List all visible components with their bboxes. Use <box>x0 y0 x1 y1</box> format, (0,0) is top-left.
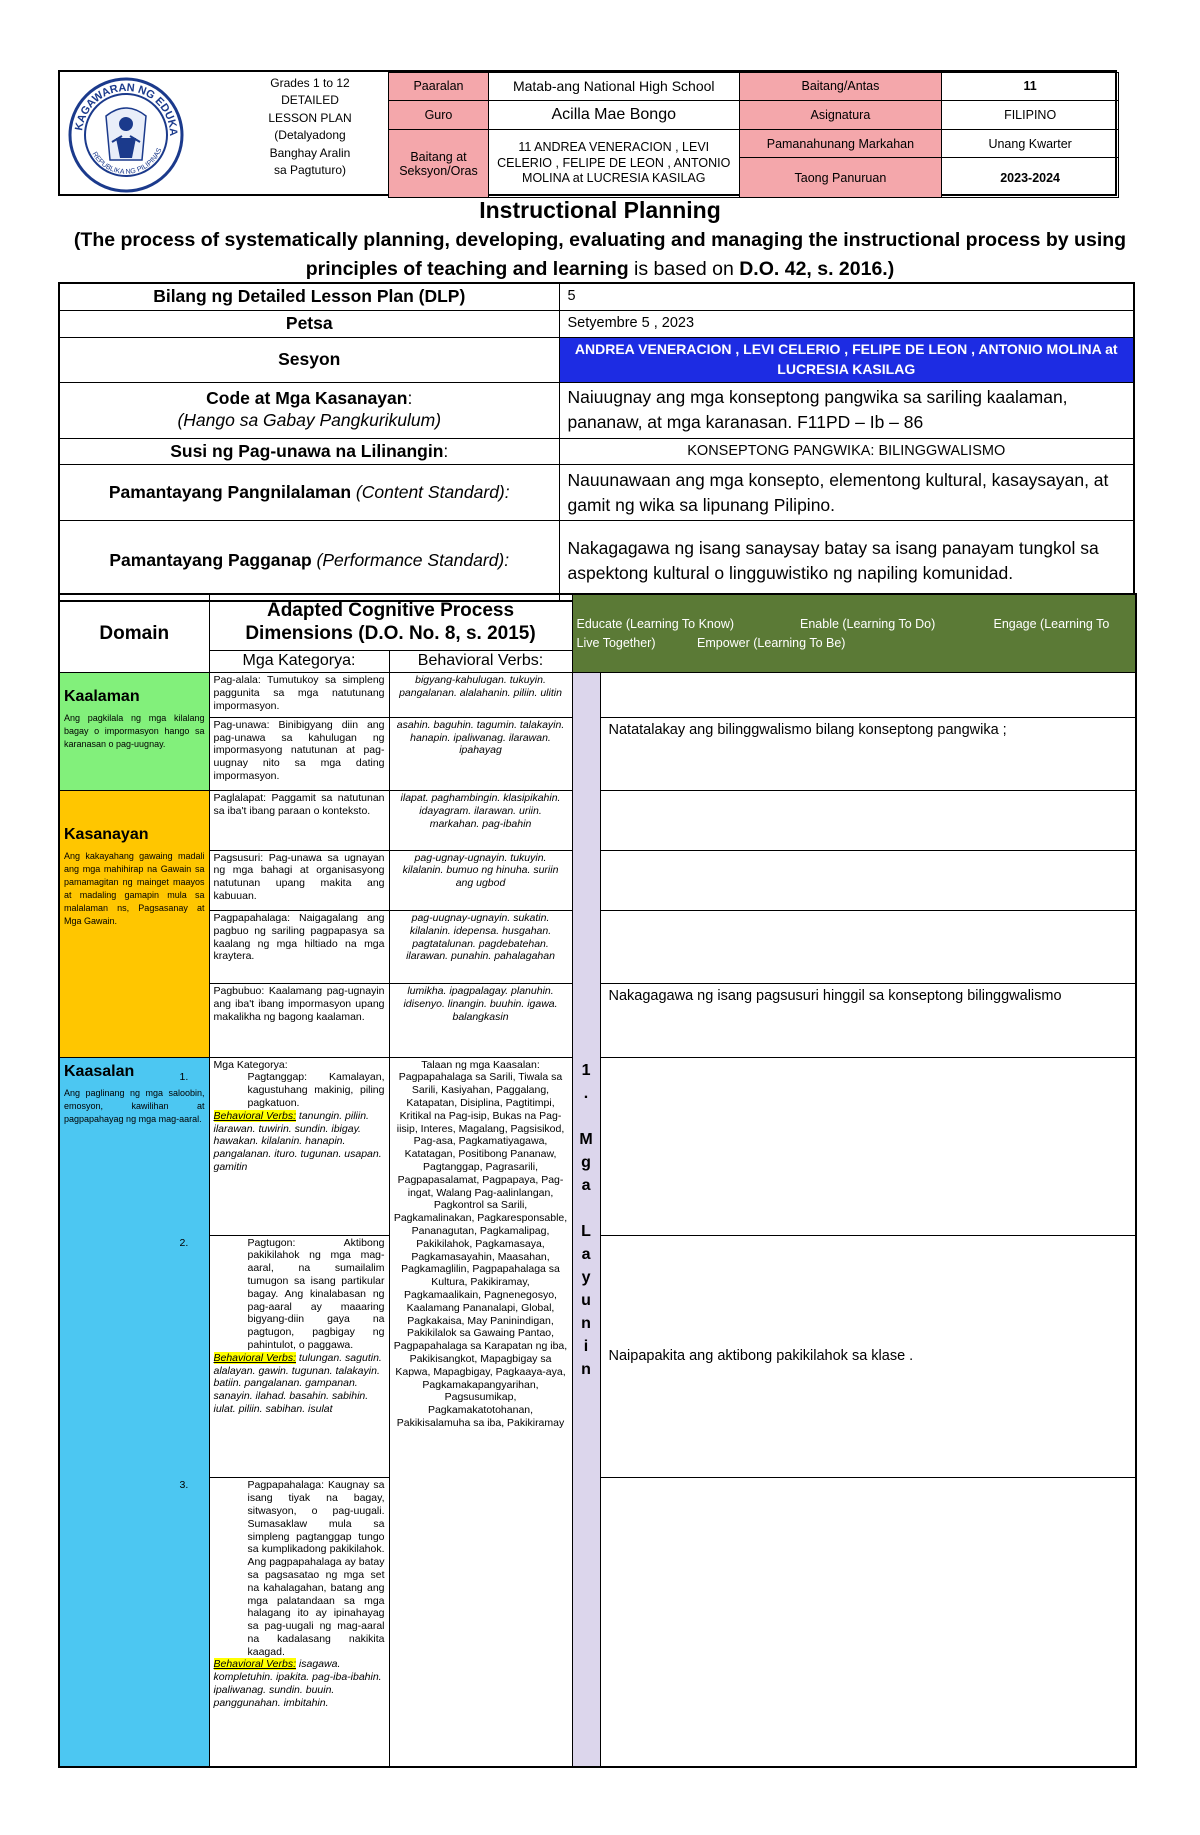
susi-label-cell <box>59 438 559 465</box>
header-grid <box>388 72 1119 198</box>
aff-item-1 <box>179 1071 385 1110</box>
layunin-char: i <box>583 1338 589 1356</box>
goal-kaasalan-1 <box>600 1057 1136 1235</box>
svg-text:REPUBLIKA NG PILIPINAS: REPUBLIKA NG PILIPINAS <box>90 147 164 176</box>
aff-intro: Mga Kategorya: <box>213 1058 288 1071</box>
aff-verbs: tanungin. piliin. ilarawan. tuwirin. sundin. ibigay. hawakan. kilalanin. hanapin. pangalanan. ituro. tugunan. usapan. gamitin <box>213 1109 382 1174</box>
aff-item-2 <box>179 1236 385 1352</box>
verbs-paglalapat: ilapat. paghambingin. klasipikahin. idayagram. ilarawan. uriin. markahan. pag-ibahin <box>389 791 572 850</box>
baitang-seksyon-label: Baitang at Seksyon/Oras <box>389 130 489 198</box>
mga-layunin-label <box>572 673 600 1767</box>
engage-label: Engage (Learning To Live Together) <box>576 616 1110 650</box>
empower-label: Empower (Learning To Be) <box>697 635 846 650</box>
category-pag-alala: Pag-alala: Tumutukoy sa simpleng paggunita sa mga natutunang impormasyon. <box>209 673 389 718</box>
aff-verbs: tulungan. sagutin. alalayan. gawin. tugunan. talakayin. batiin. pangalanan. gampanan. sanayin. ilahad. basahin. sabihin. iulat. piliin. sabihan. isulat <box>213 1351 382 1415</box>
page-title: Instructional Planning <box>479 197 721 223</box>
verbs-pagsusuri: pag-ugnay-ugnayin. tukuyin. kilalanin. bumuo ng hinuha. suriin ang ugbod <box>389 850 572 910</box>
subtitle-line: Banghay Aralin <box>269 145 351 160</box>
aff-text: Pagtugon: Aktibong pakikilahok ng mga mag-aaral, na sumailalim tumugon sa isang partikular bagay. Ang kinalabasan ng pag-aaral ay maaaring bigyang-diin gaya na pagtugon, pagbigay ng pahintulot, o paggawa. <box>247 1236 385 1351</box>
layunin-char: M <box>579 1131 593 1149</box>
code-colon: : <box>407 388 413 409</box>
subtitle-line: DETAILED <box>281 93 339 108</box>
perf-label: Pamantayang Pagganap <box>109 549 312 570</box>
sesyon-value: ANDREA VENERACION , LEVI CELERIO , FELIPE DE LEON , ANTONIO MOLINA at LUCRESIA KASILAG <box>559 337 1134 382</box>
kategorya-header: Mga Kategorya: <box>209 650 389 673</box>
kaalaman-name: Kaalaman <box>64 688 140 706</box>
domain-table <box>58 593 1137 1768</box>
kasanayan-domain <box>59 791 209 1057</box>
kaasalan-name: Kaasalan <box>64 1062 135 1080</box>
guro-value: Acilla Mae Bongo <box>488 100 739 130</box>
acp-header: Adapted Cognitive Process Dimensions (D.O. No. 8, s. 2015) <box>209 594 572 650</box>
subtitle-line: sa Pagtuturo) <box>273 162 347 177</box>
subtitle-bold: (The process of systematically planning, developing, evaluating and managing the instructional process by using principles of teaching and learning <box>73 229 1127 280</box>
asignatura-value: FILIPINO <box>942 100 1119 130</box>
educate-label: Educate (Learning To Know) <box>576 616 735 631</box>
code-label: Code at Mga Kasanayan <box>206 388 408 409</box>
markahan-value: Unang Kwarter <box>942 130 1119 158</box>
baitang-antas-value: 11 <box>942 73 1119 101</box>
goal-kaalaman-2: Natatalakay ang bilinggwalismo bilang konseptong pangwika ; <box>600 717 1136 790</box>
layunin-char: n <box>581 1315 591 1333</box>
values-list: Talaan ng mga Kaasalan: Pagpapahalaga sa Sarili, Tiwala sa Sarili, Kasiyahan, Paggalang, Katapatan, Disiplina, Pagtitimpi, Kritikal na Pag-isip, Bukas na Pag-iisip, Interes, Magalang, Pagsisikod, Pag-asa, Pagkamatiyagawa, Katatagan, Positibong Pananaw, Pagtanggap, Pagrasarili, Pagpapasalamat, Pagpapaya, Pag-ingat, Walang Pag-aalinlangan, Pagkontrol sa Sarili, Pagkamalinakan, Pagkaresponsable, Pananagutan, Pagkamalipag, Pakikilahok, Pagkamasaya, Pagkamasayahin, Maasahan, Pagkamaglilin, Pagpapahalaga sa Kultura, Pakikiramay, Pagkamaalikain, Pagnenegosyo, Kaalamang Pananalapi, Global, Pagkakaisa, May Paninindigan, Pakikilalok sa Gawaing Pantao, Pagpapahalaga sa Karapatan ng iba, Pakikisangkot, Mapagbigay sa Kapwa, Mapagbigay, Pagkaaya-aya, Pagkamakapangyarihan, Pagsusumikap, Pagkamakatotohanan, Pakikisalamuha sa iba, Pakikiramay <box>389 1057 572 1767</box>
kaalaman-desc: Ang pagkilala ng mga kilalang bagay o impormasyon hango sa karanasan o pag-uugnay. <box>64 713 205 750</box>
svg-text:KAGAWARAN NG EDUKASYON: KAGAWARAN NG EDUKA <box>73 81 180 137</box>
taong-panuruan-value: 2023-2024 <box>942 158 1119 198</box>
layunin-char: . <box>583 1085 589 1103</box>
layunin-char: L <box>581 1223 591 1241</box>
baitang-seksyon-value: 11 ANDREA VENERACION , LEVI CELERIO , FELIPE DE LEON , ANTONIO MOLINA at LUCRESIA KASILAG <box>488 130 739 198</box>
goal-kasanayan-1 <box>600 791 1136 850</box>
affective-category-1 <box>179 1057 389 1235</box>
kaasalan-domain <box>59 1057 209 1767</box>
behavioral-verbs-label: Behavioral Verbs: <box>213 1109 296 1122</box>
guro-label: Guro <box>389 100 489 130</box>
kasanayan-name: Kasanayan <box>64 826 149 844</box>
aff-text: Pagpapahalaga: Kaugnay sa isang tiyak na bagay, sitwasyon, o pag-uugali. Sumasaklaw mula sa simpleng pagtanggap tungo sa kumplikadong pakikilahok. Ang pagpapahalaga ay batay sa pagsasatao ng mga set na kahalagahan, batang ang mga palatandaan sa mga halagang ito ay ipinahayag sa pag-uugali ng mag-aaral na kadalasang nakikita kaagad. <box>247 1479 385 1658</box>
content-standard-label <box>59 465 559 521</box>
perf-sub: (Performance Standard): <box>316 549 510 570</box>
enable-label: Enable (Learning To Do) <box>800 616 936 631</box>
markahan-label: Pamanahunang Markahan <box>739 130 942 158</box>
content-sub: (Content Standard): <box>355 481 510 502</box>
kasanayan-desc: Ang kakayahang gawaing madali ang mga mahihirap na Gawain sa pamamagitan ng mainget maayos at madaling gamapin mula sa malalaman ns, Pagsasanay at Mga Gawain. <box>64 851 205 927</box>
aff-verbs: isagawa. kompletuhin. ipakita. pag-iba-ibahin. ipaliwanag. sundin. buuin. panggunahan. imbitahin. <box>213 1658 382 1709</box>
paaralan-value: Matab-ang National High School <box>488 73 739 101</box>
layunin-char: y <box>581 1269 591 1287</box>
category-pagbubuo: Pagbubuo: Kaalamang pag-ugnayin ang iba't ibang impormasyon upang makalikha ng bagong kaalaman. <box>209 984 389 1057</box>
goal-kaasalan-3 <box>600 1478 1136 1767</box>
kaalaman-domain <box>59 673 209 791</box>
layunin-char: g <box>581 1154 591 1172</box>
category-pagsusuri: Pagsusuri: Pag-unawa sa ugnayan ng mga bahagi at organisasyong natutunan upang makita ang kabuuan. <box>209 850 389 910</box>
aff-item-3 <box>179 1479 385 1658</box>
layunin-char: u <box>581 1292 591 1310</box>
aff-num: 1. <box>179 1071 189 1084</box>
goal-kasanayan-3 <box>600 910 1136 983</box>
category-pagpapahalaga: Pagpapahalaga: Naigagalang ang pagbuo ng sariling pagpapasya sa kaalang ng mga hiltiado na mga kraytera. <box>209 910 389 983</box>
lesson-info-table <box>58 282 1135 602</box>
subtitle-line: LESSON PLAN <box>268 110 352 125</box>
asignatura-label: Asignatura <box>739 100 942 130</box>
category-paglalapat: Paglalapat: Paggamit sa natutunan sa iba't ibang paraan o konteksto. <box>209 791 389 850</box>
perf-value: Nakagagawa ng isang sanaysay batay sa isang panayam tungkol sa aspektong kultural o lingguwistiko ng napiling komunidad. <box>559 521 1134 601</box>
affective-category-3 <box>179 1478 389 1767</box>
goal-kasanayan-6: Nakagagawa ng isang pagsusuri hinggil sa konseptong bilinggwalismo <box>600 984 1136 1057</box>
verbs-pag-unawa: asahin. baguhin. tagumin. talakayin. hanapin. ipaliwanag. ilarawan. ipahayag <box>389 717 572 790</box>
verbs-pag-alala: bigyang-kahulugan. tukuyin. pangalanan. alalahanin. piliin. ulitin <box>389 673 572 718</box>
susi-value: KONSEPTONG PANGWIKA: BILINGGWALISMO <box>559 438 1134 465</box>
goal-kasanayan-2 <box>600 850 1136 910</box>
layunin-char: 1 <box>581 1062 591 1080</box>
code-value: Naiuugnay ang mga konseptong pangwika sa sariling kaalaman, pananaw, at mga karanasan. F11PD – Ib – 86 <box>559 382 1134 438</box>
four-e-header <box>572 594 1136 673</box>
subtitle-line: (Detalyadong <box>274 128 346 143</box>
lesson-plan-type <box>250 75 370 195</box>
dlp-label: Bilang ng Detailed Lesson Plan (DLP) <box>59 283 559 310</box>
content-value: Nauunawaan ang mga konsepto, elementong kultural, kasaysayan, at gamit ng wika sa lipunang Pilipino. <box>559 465 1134 521</box>
subtitle-line: Grades 1 to 12 <box>270 76 350 90</box>
performance-standard-label <box>59 521 559 601</box>
kaasalan-desc: Ang paglinang ng mga saloobin, emosyon, kawilihan at pagpapahayag ng mga mag-aaral. <box>64 1087 205 1124</box>
verbs-pagpapahalaga: pag-uugnay-ugnayin. sukatin. kilalanin. idepensa. husgahan. pagtatalunan. pagdebatehan. ilarawan. punahin. pahalagahan <box>389 910 572 983</box>
domain-header: Domain <box>59 594 209 673</box>
aff-text: Pagtanggap: Kamalayan, kagustuhang makinig, piling pagkatuon. <box>247 1071 385 1110</box>
verbs-header: Behavioral Verbs: <box>389 650 572 673</box>
taong-panuruan-label: Taong Panuruan <box>739 158 942 198</box>
verbs-pagbubuo: lumikha. ipagpalagay. planuhin. idisenyo. linangin. buuhin. igawa. balangkasin <box>389 984 572 1057</box>
petsa-label: Petsa <box>59 310 559 337</box>
susi-colon: : <box>443 440 449 461</box>
paaralan-label: Paaralan <box>389 73 489 101</box>
layunin-char: a <box>581 1177 591 1195</box>
aff-verbs-2 <box>214 1352 385 1416</box>
aff-verbs-3 <box>214 1658 385 1709</box>
goal-kaalaman-1 <box>600 673 1136 718</box>
goal-kaasalan-2: Naipapakita ang aktibong pakikilahok sa klase . <box>600 1235 1136 1478</box>
deped-seal-icon <box>64 76 189 194</box>
aff-num: 3. <box>179 1479 189 1492</box>
page-subtitle <box>70 226 1130 284</box>
subtitle-bold-end: D.O. 42, s. 2016.) <box>739 258 895 280</box>
susi-label: Susi ng Pag-unawa na Lilinangin <box>170 440 444 461</box>
dlp-value: 5 <box>559 283 1134 310</box>
petsa-value: Setyembre 5 , 2023 <box>559 310 1134 337</box>
layunin-char: a <box>581 1246 591 1264</box>
sesyon-label: Sesyon <box>59 337 559 382</box>
code-label-cell <box>59 382 559 438</box>
lesson-plan-header <box>58 70 1117 196</box>
aff-num: 2. <box>179 1236 189 1249</box>
affective-category-2 <box>179 1235 389 1478</box>
code-sub: (Hango sa Gabay Pangkurikulum) <box>177 410 442 431</box>
category-pag-unawa: Pag-unawa: Binibigyang diin ang pag-unawa sa kahulugan ng impormasyong natutunan at pag-uugnay nito sa mga dating impormasyon. <box>209 717 389 790</box>
aff-verbs-1 <box>214 1110 385 1174</box>
subtitle-normal: is based on <box>628 258 740 280</box>
layunin-char: n <box>581 1361 591 1379</box>
baitang-antas-label: Baitang/Antas <box>739 73 942 101</box>
behavioral-verbs-label: Behavioral Verbs: <box>213 1658 296 1671</box>
content-label: Pamantayang Pangnilalaman <box>108 481 352 502</box>
behavioral-verbs-label: Behavioral Verbs: <box>213 1351 296 1364</box>
